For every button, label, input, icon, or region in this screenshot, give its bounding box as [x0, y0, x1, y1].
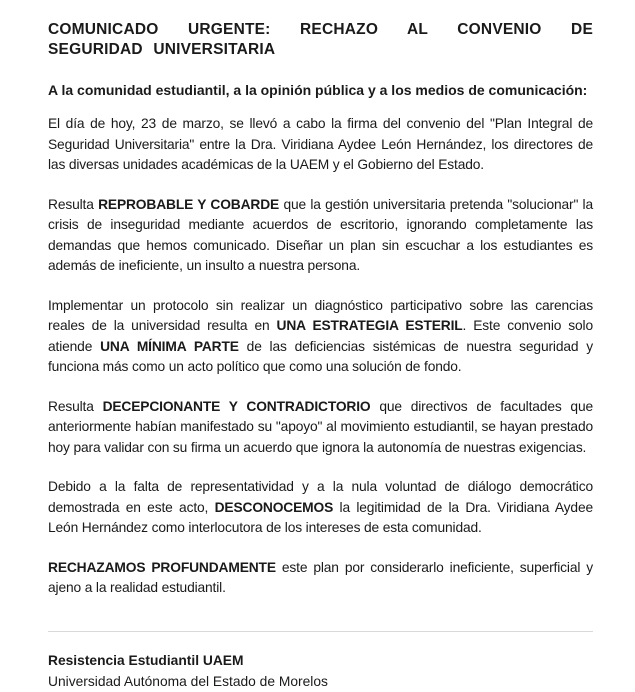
paragraph-6-text-a: este plan por considerarlo ineficiente, superficial y ajeno a la realidad estudiantil. — [48, 559, 593, 595]
paragraph-3-text-a: Implementar un protocolo sin realizar un diagnóstico participativo sobre las carencias reales de la universidad resulta en — [48, 297, 593, 333]
paragraph-5-text-a: Debido a la falta de representatividad y a la nula voluntad de diálogo democrático demostrada en este acto, — [48, 479, 593, 515]
paragraph-6-emphasis: RECHAZAMOS PROFUNDAMENTE — [48, 559, 276, 575]
paragraph-2-text-a: Resulta — [48, 196, 99, 212]
paragraph-5-text-c: la legitimidad de la Dra. Viridiana Aydee León Hernández como interlocutora de los intereses de esta comunidad. — [48, 499, 593, 535]
paragraph-4 — [48, 397, 593, 459]
document-title: COMUNICADO URGENTE: RECHAZO AL CONVENIO DE SEGURIDAD UNIVERSITARIA — [48, 21, 593, 58]
paragraph-2-text-c: que la gestión universitaria pretenda "solucionar" la crisis de inseguridad mediante acuerdos de escritorio, ignorando completamente las demandas que hemos comunicado. Diseñar un plan sin escuchar a los estudiantes es además de ineficiente, un insulto a nuestra persona. — [48, 196, 593, 273]
signature-institution: Universidad Autónoma del Estado de Morelos — [48, 673, 328, 689]
paragraph-5-emphasis: DESCONOCEMOS — [214, 499, 334, 515]
paragraph-2-emphasis: REPROBABLE Y COBARDE — [98, 196, 280, 212]
paragraph-1 — [48, 114, 593, 176]
signature-name: Resistencia Estudiantil UAEM — [48, 652, 244, 668]
paragraph-3-emphasis-2: UNA MÍNIMA PARTE — [100, 338, 239, 354]
paragraph-1-text: El día de hoy, 23 de marzo, se llevó a cabo la firma del convenio del "Plan Integral de Seguridad Universitaria" entre la Dra. Viridiana Aydee León Hernández, los directores de las diversas unidades académicas de la UAEM y el Gobierno del Estado. — [48, 116, 593, 172]
paragraph-3-text-d: de las deficiencias sistémicas de nuestra seguridad y funciona más como un acto político que como una solución de fondo. — [48, 338, 593, 374]
paragraph-3-emphasis-1: UNA ESTRATEGIA ESTERIL — [276, 318, 463, 333]
divider — [48, 631, 593, 632]
paragraph-6 — [48, 558, 593, 599]
paragraph-4-text-a: Resulta — [48, 398, 103, 414]
paragraph-2 — [48, 195, 593, 277]
paragraph-4-emphasis: DECEPCIONANTE Y CONTRADICTORIO — [102, 398, 371, 414]
document-body — [48, 20, 593, 692]
paragraph-5 — [48, 477, 593, 539]
paragraph-3-text-c: . Este convenio solo atiende — [48, 318, 593, 354]
paragraph-3 — [48, 296, 593, 378]
addressee-line: A la comunidad estudiantil, a la opinión pública y a los medios de comunicación: — [48, 82, 588, 98]
paragraph-4-text-c: que directivos de facultades que anteriormente habían manifestado su "apoyo" al movimiento estudiantil, se hayan prestado hoy para validar con su firma un acuerdo que ignora la autonomía de nuestras exigencias. — [48, 398, 593, 455]
